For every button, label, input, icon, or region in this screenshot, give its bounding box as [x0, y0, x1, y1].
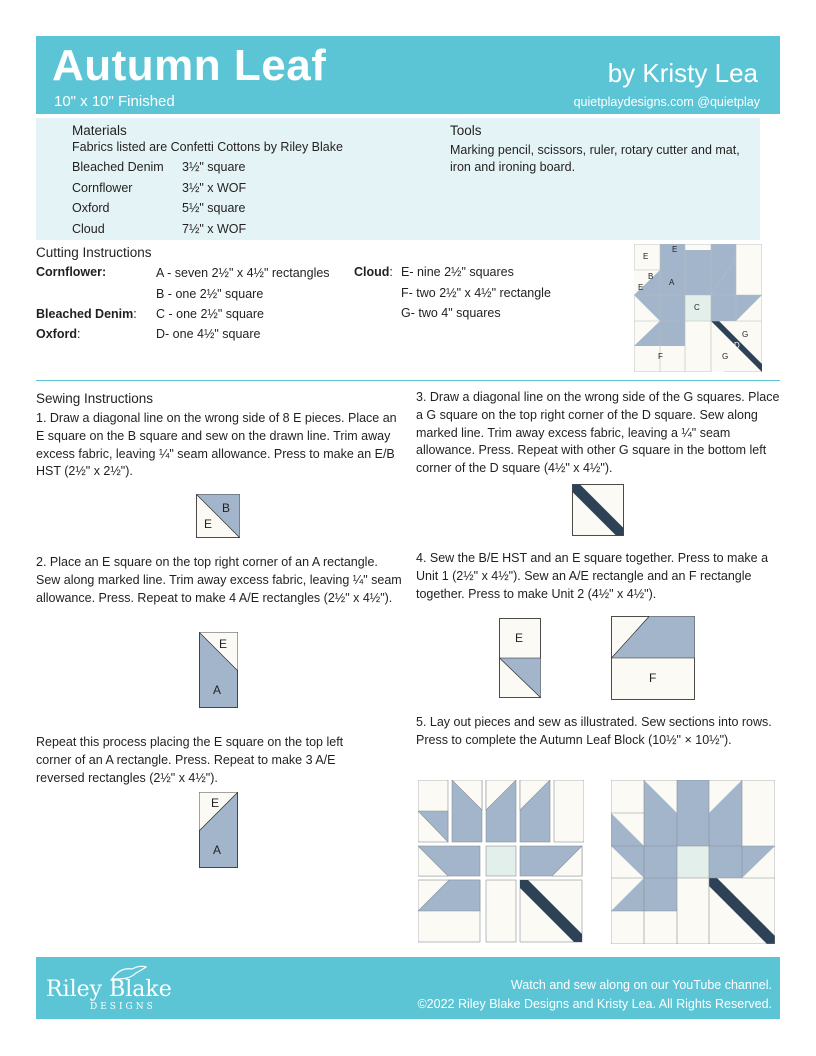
material-amount: 5½" square: [182, 201, 246, 215]
step-1: 1. Draw a diagonal line on the wrong side of 8 E pieces. Place an E square on the B square and sew on the drawn line. Trim away excess fabric, leaving ¼" seam allowance. Press to make an E/B HST (2½" x 2½").: [36, 411, 397, 479]
cutting-heading: Cutting Instructions: [36, 245, 152, 260]
riley-blake-logo-sub: DESIGNS: [90, 1002, 156, 1012]
step-2: 2. Place an E square on the top right corner of an A rectangle. Sew along marked line. Trim away excess fabric, leaving ¼" seam allowance. Press. Repeat to make 4 A/E rectangles (2½" x 4½").: [36, 555, 402, 605]
riley-blake-logo: Riley Blake: [46, 977, 172, 1002]
pattern-title: Autumn Leaf: [52, 41, 327, 90]
copyright: ©2022 Riley Blake Designs and Kristy Lea. All Rights Reserved.: [417, 997, 772, 1011]
ae-label-e: E: [219, 637, 228, 651]
aer-label-a: A: [213, 843, 222, 857]
key-label-e: E: [638, 283, 644, 292]
oxford-label: Oxford: [36, 327, 77, 341]
key-label-g: G: [722, 352, 729, 361]
key-label-e: E: [643, 252, 649, 261]
website: quietplaydesigns.com @quietplay: [573, 95, 760, 109]
materials-intro: Fabrics listed are Confetti Cottons by Riley Blake: [72, 140, 343, 154]
sewing-heading: Sewing Instructions: [36, 391, 154, 406]
material-amount: 7½" x WOF: [182, 222, 247, 236]
material-row: [72, 221, 246, 238]
aer-label-e: E: [211, 796, 220, 810]
cornflower-label: Cornflower:: [36, 265, 107, 279]
key-label-e: E: [672, 245, 678, 254]
header-banner: [36, 36, 780, 114]
ae-rect-diagram: [199, 632, 238, 708]
unit1-label-e: E: [515, 631, 524, 645]
cut-g: G- two 4" squares: [401, 306, 501, 320]
tools-text: Marking pencil, scissors, ruler, rotary cutter and mat, iron and ironing board.: [450, 143, 740, 174]
tools-heading: Tools: [450, 123, 482, 138]
cloud-label: Cloud: [354, 265, 390, 279]
key-label-d: D: [734, 341, 740, 350]
block-key-diagram: [634, 244, 762, 372]
step-3: 3. Draw a diagonal line on the wrong side of the G squares. Place a G square on the top right corner of the D square. Sew along marked line. Trim away excess fabric, leaving a ¼" seam allowance. Press. Repeat with other G square in the bottom left corner of the D square (4½" x 4½").: [416, 390, 780, 475]
unit-2-diagram: [611, 616, 695, 700]
materials-section: [36, 118, 760, 240]
cut-e: E- nine 2½" squares: [401, 265, 514, 279]
material-row: [72, 159, 246, 176]
key-label-f: F: [658, 352, 663, 361]
materials-heading: Materials: [72, 123, 127, 138]
finished-block-diagram: [611, 780, 775, 944]
cut-b: B - one 2½" square: [156, 287, 264, 301]
cut-a: A - seven 2½" x 4½" rectangles: [156, 266, 330, 280]
key-label-b: B: [648, 272, 654, 281]
hst-label-e: E: [204, 517, 213, 531]
author: by Kristy Lea: [607, 58, 758, 88]
finished-size: 10" x 10" Finished: [54, 93, 175, 110]
material-fabric: Cloud: [72, 222, 105, 236]
material-fabric: Bleached Denim: [72, 160, 164, 174]
youtube-note: Watch and sew along on our YouTube channel.: [510, 978, 772, 992]
eb-hst-diagram: [196, 494, 240, 538]
material-fabric: Cornflower: [72, 181, 133, 195]
dg-square-diagram: [572, 484, 624, 536]
material-amount: 3½" x WOF: [182, 181, 247, 195]
key-label-g: G: [742, 330, 749, 339]
cut-f: F- two 2½" x 4½" rectangle: [401, 286, 551, 300]
exploded-layout-diagram: [418, 780, 584, 944]
material-row: [72, 180, 246, 197]
key-label-a: A: [669, 278, 675, 287]
step-5: 5. Lay out pieces and sew as illustrated. Sew sections into rows. Press to complete the Autumn Leaf Block (10½" × 10½").: [416, 715, 772, 747]
cut-c: C - one 2½" square: [156, 307, 264, 321]
hst-label-b: B: [222, 501, 231, 515]
material-fabric: Oxford: [72, 201, 110, 215]
cut-d: D- one 4½" square: [156, 327, 261, 341]
section-divider: [36, 380, 780, 381]
footer-banner: [36, 957, 780, 1019]
bleached-label: Bleached Denim: [36, 307, 134, 321]
step-2-reversed: Repeat this process placing the E square on the top left corner of an A rectangle. Press. Repeat to make 3 A/E reversed rectangles (2½" x 4½").: [36, 735, 344, 785]
unit2-label-f: F: [649, 671, 657, 685]
ae-reversed-diagram: [199, 792, 238, 868]
unit-1-diagram: [499, 618, 541, 698]
material-row: [72, 200, 246, 217]
material-amount: 3½" square: [182, 160, 246, 174]
ae-label-a: A: [213, 683, 222, 697]
step-4: 4. Sew the B/E HST and an E square together. Press to make a Unit 1 (2½" x 4½"). Sew an A/E rectangle and an F rectangle together. Press to make Unit 2 (4½" x 4½").: [416, 551, 769, 601]
key-label-c: C: [694, 303, 700, 312]
